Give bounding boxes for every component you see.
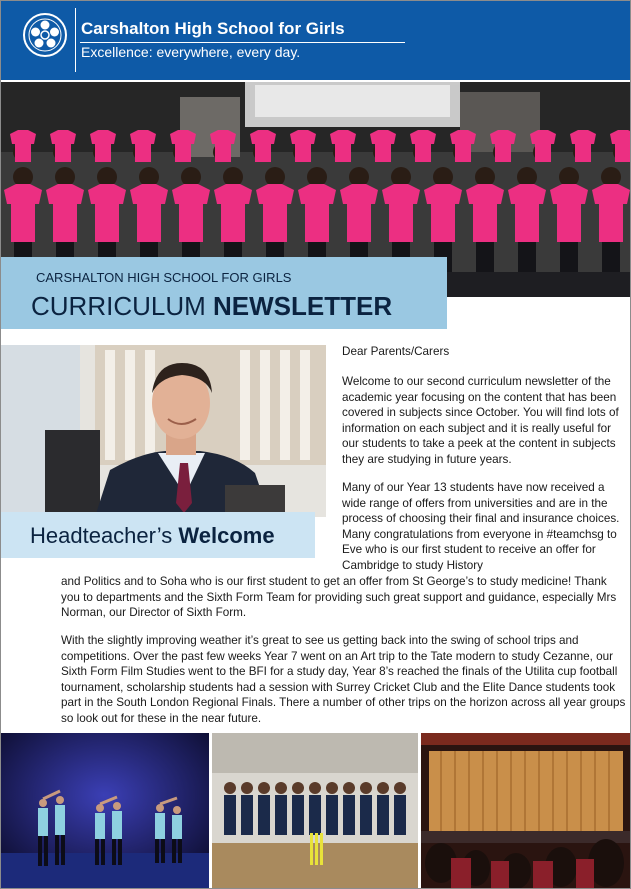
letter-paragraph-1: Welcome to our second curriculum newsletter of the academic year focusing on the content that has been covered in subjects since October. You will find lots of information on each subject and it is really useful for our students to take a peek at the content in subjects they are studying in future years. (342, 375, 619, 466)
letter-paragraph-2-start: Many of our Year 13 students have now received a wide range of offers from universities and are in the process of choosing their final and insurance choices. Many congratulations from everyone in #teamchsg to Eve who is our first student to receive an offer for Cambridge to study History (342, 481, 620, 572)
headteacher-welcome-heading (30, 523, 275, 549)
dance-performance-photo (0, 733, 209, 889)
cinema-auditorium-photo (421, 733, 631, 889)
newsletter-title (31, 291, 392, 322)
school-name: Carshalton High School for Girls (81, 19, 345, 38)
welcome-word-welcome: Welcome (178, 523, 275, 548)
letter-salutation: Dear Parents/Carers (342, 345, 450, 358)
headteacher-photo (0, 345, 326, 517)
letter-paragraph-2-end: and Politics and to Soha who is our first student to get an offer from St George’s to study medicine! Thank you to departments and the Sixth Form Team for providing such great support and guidance, especially Mrs Norman, our Director of Sixth Form. (61, 575, 617, 619)
welcome-word-headteacher: Headteacher’s (30, 523, 179, 548)
header-banner (0, 0, 631, 80)
school-crest-logo (20, 10, 70, 60)
school-motto: Excellence: everywhere, every day. (81, 44, 301, 60)
title-word-newsletter: NEWSLETTER (213, 291, 393, 321)
header-divider (75, 8, 76, 72)
cricket-club-photo (212, 733, 418, 889)
header-rule (80, 42, 405, 43)
title-school-name: CARSHALTON HIGH SCHOOL FOR GIRLS (36, 270, 292, 285)
letter-paragraph-3: With the slightly improving weather it’s great to see us getting back into the swing of school trips and competitions. Over the past few weeks Year 7 went on an Art trip to the Tate modern to study Cezanne, our Sixth Form Film Studies went to the BFI for a study day, Year 8’s reached the finals of the Utilita cup football tournament, scholarship students had a session with Surrey Cricket Club and the Elite Dance students took part in the South London Regional Finals. There a number of other trips on the horizon across all year groups so look out for these in the near future. (61, 634, 626, 725)
title-word-curriculum: CURRICULUM (31, 291, 213, 321)
